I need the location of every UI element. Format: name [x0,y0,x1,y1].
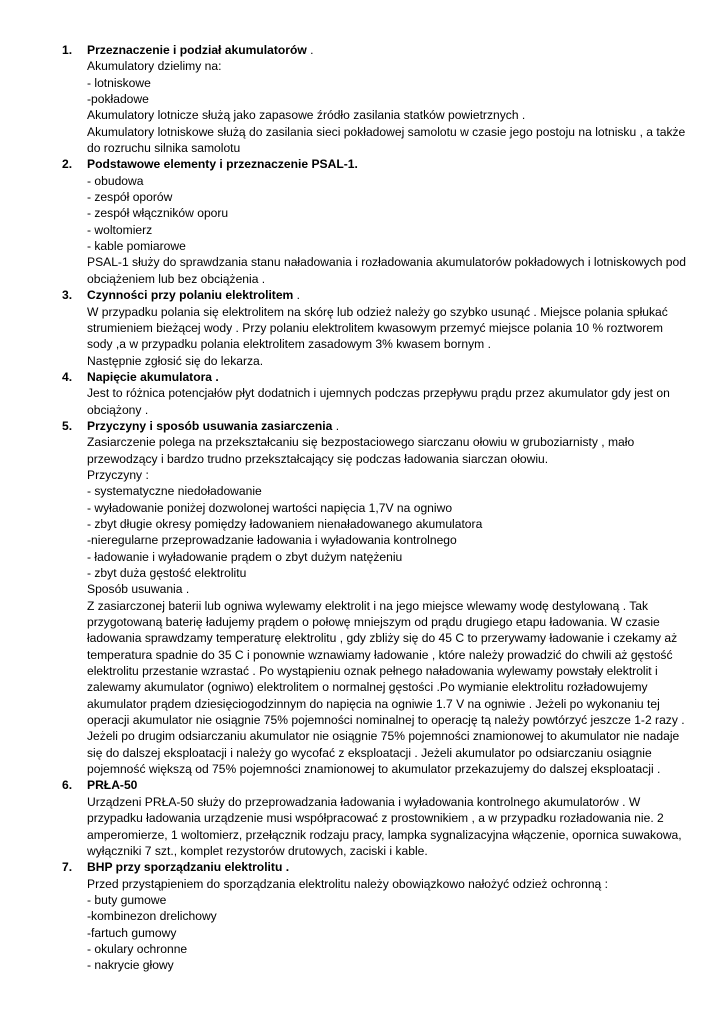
list-item: -nieregularne przeprowadzanie ładowania i wyładowania kontrolnego [87,533,457,548]
section-heading [87,287,687,303]
section-number: 2. [62,157,73,172]
section-heading [87,369,687,385]
list-item: - zespół włączników oporu [87,206,229,221]
list-item: - wyładowanie poniżej dozwolonej wartości napięcia 1,7V na ogniwo [87,500,453,515]
text-line: Akumulatory dzielimy na: [87,59,222,74]
section-body [87,859,687,973]
section-body [87,777,687,859]
section-body [87,156,687,287]
text-line: Przed przystąpieniem do sporządzania elektrolitu należy obowiązkowo nałożyć odzież ochronną : [87,876,608,891]
section-6 [62,777,687,859]
heading-text: BHP przy sporządzaniu elektrolitu . [87,860,290,875]
section-1 [62,42,687,156]
section-heading [87,418,687,434]
section-number: 6. [62,778,73,793]
list-item: - zbyt długie okresy pomiędzy ładowaniem nienaładowanego akumulatora [87,516,483,531]
section-body [87,287,687,369]
heading-tail: . [293,288,301,303]
list-item: - obudowa [87,173,144,188]
list-item: - zespół oporów [87,190,173,205]
section-heading [87,42,687,58]
list-item: - buty gumowe [87,892,167,907]
text-line: Sposób usuwania . [87,582,190,597]
document-page [62,42,687,974]
heading-tail: . [306,43,314,57]
section-2 [62,156,687,287]
paragraph: Akumulatory lotniskowe służą do zasilania sieci pokładowej samolotu w czasie jego postoju na lotnisku , a także do rozruchu silnika samolotu [87,124,686,156]
list-item: - kable pomiarowe [87,239,186,254]
list-item: - ładowanie i wyładowanie prądem o zbyt dużym natężeniu [87,549,403,564]
heading-text: PRŁA-50 [87,778,138,793]
heading-text: Podstawowe elementy i przeznaczenie PSAL-1. [87,157,358,172]
section-number: 4. [62,369,73,384]
section-5 [62,418,687,778]
list-item: -fartuch gumowy [87,925,177,940]
section-number: 1. [62,43,73,57]
list-item: - woltomierz [87,222,153,237]
heading-text: Napięcie akumulatora . [87,369,219,384]
paragraph: W przypadku polania się elektrolitem na skórę lub odzież należy go szybko usunąć . Miejsce polania spłukać strumieniem bieżącej wody . Przy polaniu elektrolitem kwasowym przemyć miejsce polania 10 % roztworem sody ,a w przypadku polania elektrolitem zasadowym 3% kwasem bornym . [87,304,668,352]
list-item: - lotniskowe [87,75,151,90]
section-number: 5. [62,418,73,433]
heading-tail: . [332,418,340,433]
paragraph: Zasiarczenie polega na przekształcaniu się bezpostaciowego siarczanu ołowiu w gruboziarnisty , mało przewodzący i bardzo trudno przekształcający się podczas ładowania siarczan ołowiu. [87,435,635,466]
section-number: 7. [62,860,73,875]
list-item: - okulary ochronne [87,941,188,956]
list-item: - systematyczne niedoładowanie [87,484,262,499]
section-heading [87,777,687,793]
section-heading [87,859,687,875]
section-body [87,418,687,778]
heading-text: Przyczyny i sposób usuwania zasiarczenia [87,418,333,433]
heading-text: Przeznaczenie i podział akumulatorów [87,43,307,57]
section-heading [87,156,687,172]
section-body [87,42,687,156]
text-line: Przyczyny : [87,467,149,482]
list-item: - zbyt duża gęstość elektrolitu [87,566,247,580]
paragraph: Urządzeni PRŁA-50 służy do przeprowadzania ładowania i wyładowania kontrolnego akumulatorów . W przypadku ładowania urządzenie musi współpracować z prostownikiem , a w przypadku rozładowania nie. 2 amperomierze, 1 woltomierz, przełącznik rodzaju pracy, lampka sygnalizacyjna włączenie, opornica suwakowa, wyłączniki 7 szt., komplet rezystorów drutowych, zaciski i kable. [87,794,682,858]
paragraph: PSAL-1 służy do sprawdzania stanu naładowania i rozładowania akumulatorów pokładowych i lotniskowych pod obciążeniem lub bez obciążenia . [87,255,686,286]
list-item: - nakrycie głowy [87,958,174,973]
section-number: 3. [62,288,73,303]
section-3 [62,287,687,369]
paragraph: Jest to różnica potencjałów płyt dodatnich i ujemnych podczas przepływu prądu przez akumulator gdy jest on obciążony . [87,386,670,417]
paragraph: Z zasiarczonej baterii lub ogniwa wylewamy elektrolit i na jego miejsce wlewamy wodę destylowaną . Tak przygotowaną baterię ładujemy prądem o połowę mniejszym od prądu drugiego etapu ładowania. W czasie ładowania sprawdzamy temperaturę elektrolitu , gdy zbliży się do 45 C to przerywamy ładowanie i czekamy aż temperatura spadnie do 35 C i ponownie wznawiamy ładowanie , które należy prowadzić do chwili aż gęstość elektrolitu przestanie wzrastać . Po wystąpieniu oznak pełnego naładowania wylewamy powstały elektrolit i zalewamy akumulator (ogniwo) elektrolitem o normalnej gęstości .Po wymianie elektrolitu rozładowujemy akumulator prądem dziesięciogodzinnym do napięcia na ogniwie 1.7 V na ogniwie . Jeżeli po wykonaniu tej operacji akumulator nie osiągnie 75% pojemności nominalnej to operację tą należy powtórzyć jeszcze 1-2 razy . Jeżeli po drugim odsiarczaniu akumulator nie osiągnie 75% pojemności znamionowej to akumulator nie nadaje się do dalszej eksploatacji i należy go wycofać z eksploatacji . Jeżeli akumulator po odsiarczaniu osiągnie pojemność większą od 75% pojemności znamionowej to akumulator przekazujemy do dalszej eksploatacji . [87,598,685,777]
list-item: -kombinezon drelichowy [87,909,217,924]
heading-text: Czynności przy polaniu elektrolitem [87,288,294,303]
section-7 [62,859,687,973]
text-line: Akumulatory lotnicze służą jako zapasowe źródło zasilania statków powietrznych . [87,108,526,123]
section-4 [62,369,687,418]
list-item: -pokładowe [87,92,149,107]
text-line: Następnie zgłosić się do lekarza. [87,353,264,368]
section-body [87,369,687,418]
